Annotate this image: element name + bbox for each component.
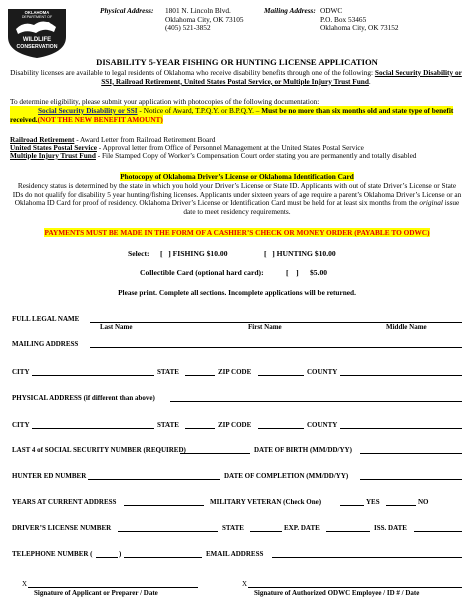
mailing-line-1: ODWC xyxy=(320,6,343,15)
county2-input[interactable] xyxy=(340,428,462,429)
ssd-label: Social Security Disability or SSI xyxy=(38,106,138,115)
physical-address-block xyxy=(100,7,153,16)
residency-end: issue date to meet residency requirements. xyxy=(183,198,460,216)
middle-name-caption: Middle Name xyxy=(386,323,427,331)
odwc-logo xyxy=(4,7,70,59)
phone-label: TELEPHONE NUMBER ( xyxy=(12,550,93,558)
residency-original: original xyxy=(419,198,443,208)
ssd-text: - Notice of Award, T.P.Q.Y. or B.P.Q.Y. – xyxy=(137,106,262,115)
city-input[interactable] xyxy=(32,375,154,376)
applicant-signature-caption: Signature of Applicant or Preparer / Date xyxy=(34,589,158,597)
county2-label: COUNTY xyxy=(307,421,338,429)
mit-label: Multiple Injury Trust Fund xyxy=(10,151,96,160)
yes-input[interactable] xyxy=(340,505,364,506)
dl-state-label: STATE xyxy=(222,524,244,532)
exp-input[interactable] xyxy=(326,531,370,532)
physical-line-2: Oklahoma City, OK 73105 xyxy=(165,14,244,24)
ssd-requirement xyxy=(10,107,462,124)
zip2-label: ZIP CODE xyxy=(218,421,252,429)
mit-text: - File Stamped Copy of Worker’s Compensation Court order stating you are permanently and totally disabled xyxy=(95,151,417,160)
mailing-address-input[interactable] xyxy=(90,347,462,348)
hunter-ed-label: HUNTER ED NUMBER xyxy=(12,472,87,480)
print-note: Please print. Complete all sections. Incomplete applications will be returned. xyxy=(118,288,356,297)
payment-text: PAYMENTS MUST BE MADE IN THE FORM OF A CASHIER’S CHECK OR MONEY ORDER (PAYABLE TO ODWC) xyxy=(44,228,430,237)
city2-label: CITY xyxy=(12,421,30,429)
dl-input[interactable] xyxy=(118,531,218,532)
physical-address-input[interactable] xyxy=(170,401,462,402)
phone-input[interactable] xyxy=(124,557,202,558)
phone-area-input[interactable] xyxy=(96,557,118,558)
collectible-card-price: $5.00 xyxy=(310,268,328,277)
payment-notice xyxy=(0,228,474,237)
first-name-caption: First Name xyxy=(248,323,282,331)
iss-label: ISS. DATE xyxy=(374,524,407,532)
employee-signature-input[interactable] xyxy=(248,587,462,588)
railroad-text: - Award Letter from Railroad Retirement Board xyxy=(74,135,216,144)
signature-x-2: X xyxy=(242,580,248,588)
hunter-ed-input[interactable] xyxy=(88,479,220,480)
years-input[interactable] xyxy=(124,505,204,506)
logo-text-mid: DEPARTMENT OF xyxy=(21,15,53,19)
state-label: STATE xyxy=(157,368,179,376)
logo-text-top: OKLAHOMA xyxy=(24,10,50,15)
state2-label: STATE xyxy=(157,421,179,429)
usps-label: United States Postal Service xyxy=(10,143,97,152)
intro-benefit-sources: Social Security Disability or SSI, Railroad Retirement, United States Postal Service, or Multiple Injury Trust Fund xyxy=(101,68,462,86)
residency-paragraph xyxy=(12,182,462,216)
mailing-address-label: MAILING ADDRESS xyxy=(12,340,79,348)
no-label: NO xyxy=(418,498,429,506)
city-label: CITY xyxy=(12,368,30,376)
intro-period: . xyxy=(368,76,371,86)
zip-input[interactable] xyxy=(258,375,304,376)
fishing-checkbox[interactable]: [ ] FISHING $10.00 xyxy=(160,249,228,258)
physical-line-3: (405) 521-3852 xyxy=(165,23,211,33)
yes-label: YES xyxy=(366,498,380,506)
applicant-signature-input[interactable] xyxy=(28,587,198,588)
exp-label: EXP. DATE xyxy=(284,524,320,532)
county-input[interactable] xyxy=(340,375,462,376)
signature-x-1: X xyxy=(22,580,28,588)
usps-text: - Approval letter from Office of Personnel Management at the United States Postal Service xyxy=(96,143,364,152)
ssd-red-note: (NOT THE NEW BENEFIT AMOUNT) xyxy=(37,114,163,124)
zip-label: ZIP CODE xyxy=(218,368,252,376)
intro-paragraph xyxy=(10,69,462,86)
zip2-input[interactable] xyxy=(258,428,304,429)
mailing-line-2: P.O. Box 53465 xyxy=(320,14,367,24)
select-label: Select: xyxy=(128,249,150,258)
iss-input[interactable] xyxy=(414,531,462,532)
military-label: MILITARY VETERAN (Check One) xyxy=(210,498,322,506)
logo-text-conservation: CONSERVATION xyxy=(16,44,58,50)
physical-address-lines xyxy=(165,7,244,33)
mailing-address-lines xyxy=(320,7,399,33)
collectible-card-label: Collectible Card (optional hard card): xyxy=(140,268,264,277)
physical-address-field-label: PHYSICAL ADDRESS (if different than above) xyxy=(12,394,155,402)
page-title: DISABILITY 5-YEAR FISHING OR HUNTING LICENSE APPLICATION xyxy=(96,57,378,67)
completion-input[interactable] xyxy=(360,479,462,480)
eligibility-instruction: To determine eligibility, please submit your application with photocopies of the following documentation: xyxy=(10,97,320,106)
last-name-caption: Last Name xyxy=(100,323,133,331)
state2-input[interactable] xyxy=(185,428,215,429)
email-label: EMAIL ADDRESS xyxy=(206,550,264,558)
city2-input[interactable] xyxy=(32,428,154,429)
hunting-checkbox[interactable]: [ ] HUNTING $10.00 xyxy=(264,249,336,258)
dl-state-input[interactable] xyxy=(250,531,282,532)
ssn-input[interactable] xyxy=(180,453,250,454)
railroad-label: Railroad Retirement xyxy=(10,135,75,144)
mailing-line-3: Oklahoma City, OK 73152 xyxy=(320,23,399,33)
county-label: COUNTY xyxy=(307,368,338,376)
collectible-card-checkbox[interactable]: [ ] xyxy=(286,268,299,277)
photocopy-label: Photocopy of Oklahoma Driver’s License or Oklahoma Identification Card xyxy=(120,172,354,181)
dob-label: DATE OF BIRTH (MM/DD/YY) xyxy=(254,446,352,454)
ssd-bold: Must be no more than six months old and state type of benefit received. xyxy=(10,106,454,124)
no-input[interactable] xyxy=(386,505,416,506)
logo-text-wildlife: WILDLIFE xyxy=(22,37,52,43)
ssn-label: LAST 4 of SOCIAL SECURITY NUMBER (REQUIRED) xyxy=(12,446,186,454)
intro-text: Disability licenses are available to legal residents of Oklahoma who receive disability benefits through one of the following: xyxy=(10,68,375,77)
mailing-address-block xyxy=(264,7,316,16)
employee-signature-caption: Signature of Authorized ODWC Employee / ID # / Date xyxy=(254,589,420,597)
mit-requirement xyxy=(10,152,462,161)
dob-input[interactable] xyxy=(360,453,462,454)
physical-address-label: Physical Address: xyxy=(100,6,154,15)
phone-close: ) xyxy=(119,550,122,558)
completion-label: DATE OF COMPLETION (MM/DD/YY) xyxy=(224,472,349,480)
physical-line-1: 1801 N. Lincoln Blvd. xyxy=(165,6,231,15)
full-legal-name-label: FULL LEGAL NAME xyxy=(12,315,80,323)
years-label: YEARS AT CURRENT ADDRESS xyxy=(12,498,117,506)
mailing-address-label: Mailing Address: xyxy=(264,6,316,15)
residency-text: Residency status is determined by the state in which you hold your Driver’s License or State ID. Applicants with out of state Driver’s License or State IDs do not qualify for disability 5 year hunting/fishing licenses. Applicants under sixteen years of age require a parent’s Oklahoma Driver’s License or an Oklahoma ID Card for proof of residency. Oklahoma Driver’s License or Identification Card must be held for at least six months from the xyxy=(12,181,462,208)
email-input[interactable] xyxy=(272,557,462,558)
dl-label: DRIVER’S LICENSE NUMBER xyxy=(12,524,112,532)
state-input[interactable] xyxy=(185,375,215,376)
